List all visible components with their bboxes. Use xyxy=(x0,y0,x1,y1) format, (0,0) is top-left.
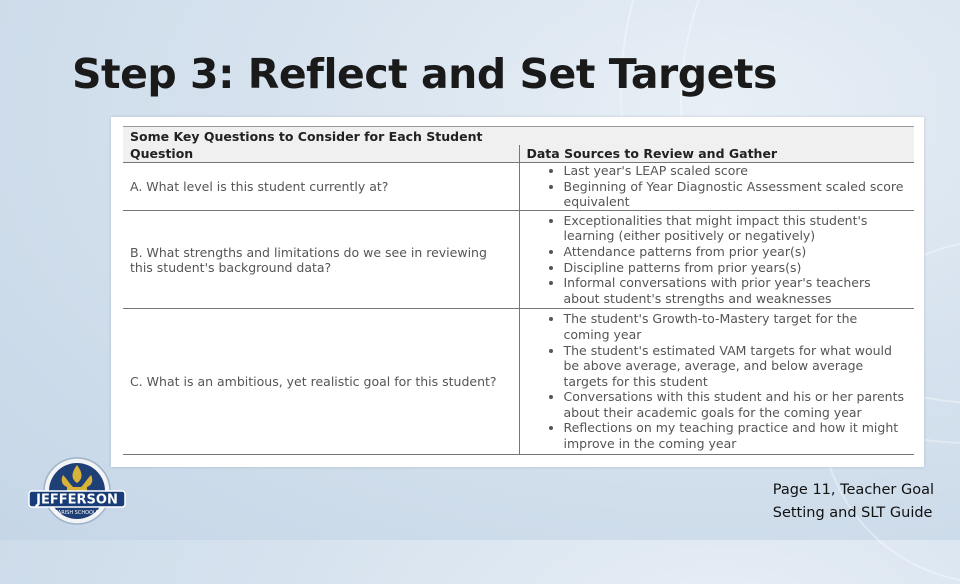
list-item: • Informal conversations with prior year's teachers about student's strengths and weaknesses xyxy=(564,275,908,306)
list-item: • Last year's LEAP scaled score xyxy=(564,163,908,179)
list-item: • Conversations with this student and his or her parents about their academic goals for the coming year xyxy=(564,389,908,420)
sources-cell xyxy=(519,309,914,455)
table-row xyxy=(123,163,914,211)
list-item: • Exceptionalities that might impact this student's learning (either positively or negatively) xyxy=(564,213,908,244)
question-cell: C. What is an ambitious, yet realistic goal for this student? xyxy=(123,309,519,455)
sources-cell xyxy=(519,163,914,211)
question-cell: B. What strengths and limitations do we see in reviewing this student's background data? xyxy=(123,211,519,309)
questions-table xyxy=(123,126,914,455)
table-row xyxy=(123,309,914,455)
sources-list xyxy=(527,213,908,307)
table-header-row xyxy=(123,145,914,163)
list-item: • Reflections on my teaching practice and how it might improve in the coming year xyxy=(564,420,908,451)
page-reference xyxy=(773,479,934,525)
sources-cell xyxy=(519,211,914,309)
jefferson-parish-schools-logo xyxy=(27,455,127,527)
table-row xyxy=(123,211,914,309)
question-column-header: Question xyxy=(123,145,519,163)
table-title-row xyxy=(123,127,914,146)
list-item: • Attendance patterns from prior year(s) xyxy=(564,244,908,260)
list-item: • Beginning of Year Diagnostic Assessment scaled score equivalent xyxy=(564,179,908,210)
document-image xyxy=(111,117,924,467)
logo-name: JEFFERSON xyxy=(36,492,118,508)
list-item: • The student's estimated VAM targets for what would be above average, average, and below average targets for this student xyxy=(564,343,908,390)
list-item: • The student's Growth-to-Mastery target for the coming year xyxy=(564,311,908,342)
page-reference-line-2: Setting and SLT Guide xyxy=(772,505,933,521)
question-cell: A. What level is this student currently at? xyxy=(123,163,519,211)
slide-title: Step 3: Reflect and Set Targets xyxy=(72,50,777,98)
list-item: • Discipline patterns from prior years(s) xyxy=(564,260,908,276)
sources-list xyxy=(527,311,908,451)
page-reference-line-1: Page 11, Teacher Goal xyxy=(772,482,934,498)
sources-list xyxy=(527,163,908,210)
sources-column-header: Data Sources to Review and Gather xyxy=(519,145,914,163)
logo-subtext: PARISH SCHOOLS xyxy=(55,510,99,516)
table-title: Some Key Questions to Consider for Each Student xyxy=(123,127,914,146)
